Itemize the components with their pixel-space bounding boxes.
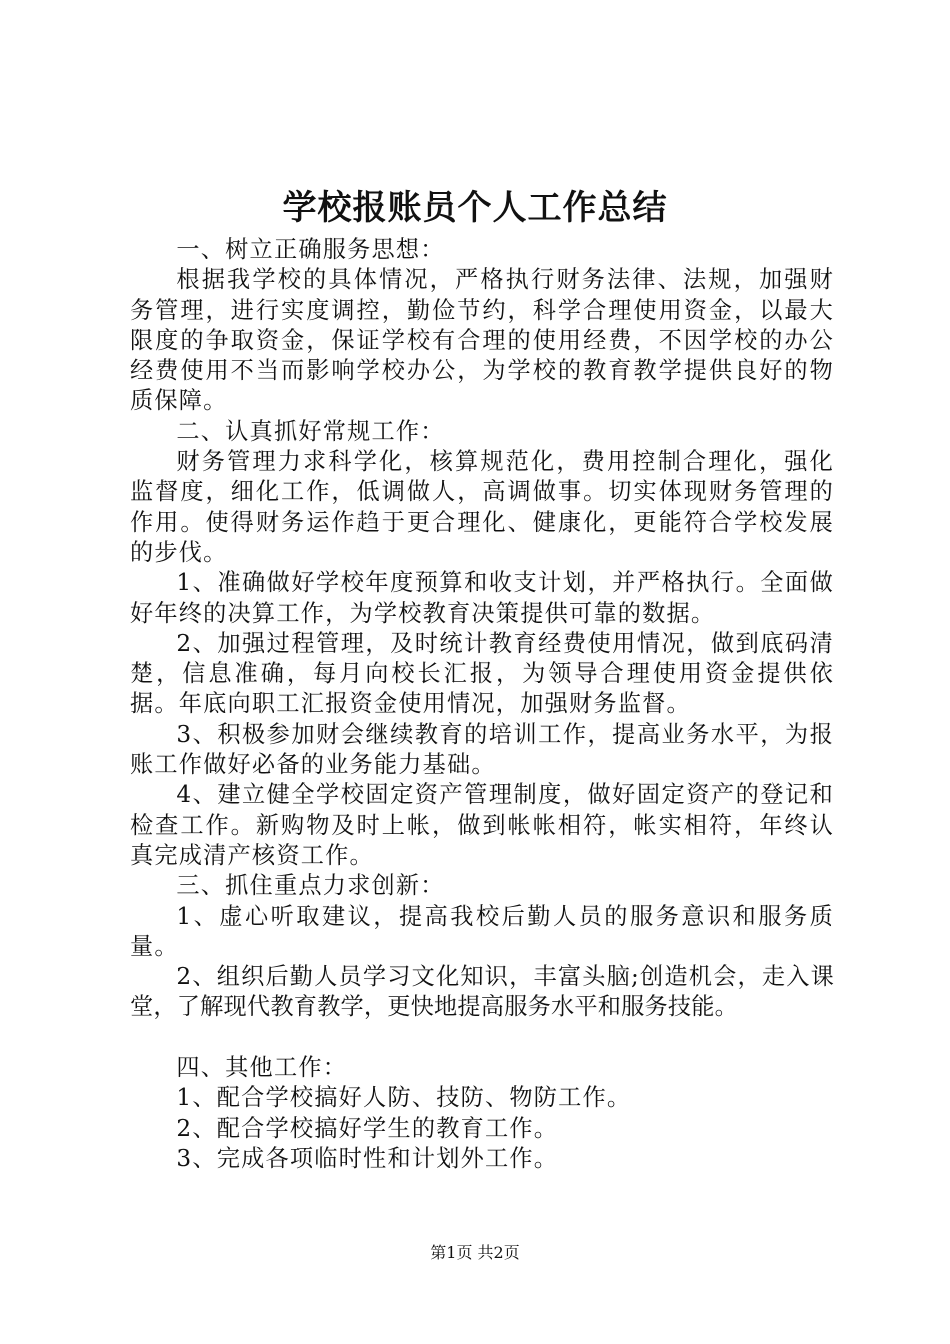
section-heading-3: 三、抓住重点力求创新： [176, 872, 445, 900]
section-heading-2: 二、认真抓好常规工作： [176, 417, 445, 445]
list-item: 2、组织后勤人员学习文化知识，丰富头脑;创造机会，走入课堂，了解现代教育教学，更快地提高服务水平和服务技能。 [130, 963, 834, 1021]
list-item: 2、加强过程管理，及时统计教育经费使用情况，做到底码清楚，信息准确，每月向校长汇报，为领导合理使用资金提供依据。年底向职工汇报资金使用情况，加强财务监督。 [130, 629, 834, 718]
list-item: 3、积极参加财会继续教育的培训工作，提高业务水平，为报账工作做好必备的业务能力基础。 [130, 720, 834, 779]
document-body [130, 235, 834, 1174]
list-item: 4、建立健全学校固定资产管理制度，做好固定资产的登记和检查工作。新购物及时上帐，做到帐帐相符，帐实相符，年终认真完成清产核资工作。 [130, 781, 834, 869]
paragraph: 财务管理力求科学化，核算规范化，费用控制合理化，强化监督度，细化工作，低调做人，高调做事。切实体现财务管理的作用。使得财务运作趋于更合理化、健康化，更能符合学校发展的步伐。 [130, 448, 834, 566]
list-item: 1、配合学校搞好人防、技防、物防工作。 [176, 1084, 632, 1112]
document-title: 学校报账员个人工作总结 [282, 188, 668, 228]
page-number: 第1页 共2页 [430, 1243, 520, 1262]
list-item: 1、虚心听取建议，提高我校后勤人员的服务意识和服务质量。 [130, 902, 834, 960]
list-item: 3、完成各项临时性和计划外工作。 [176, 1144, 559, 1172]
list-item: 2、配合学校搞好学生的教育工作。 [176, 1114, 559, 1142]
section-heading-1: 一、树立正确服务思想： [176, 236, 445, 263]
blank-line [130, 1023, 834, 1053]
paragraph: 根据我学校的具体情况，严格执行财务法律、法规，加强财务管理，进行实度调控，勤俭节约，科学合理使用资金，以最大限度的争取资金，保证学校有合理的使用经费，不因学校的办公经费使用不当而影响学校办公，为学校的教育教学提供良好的物质保障。 [130, 266, 834, 415]
list-item: 1、准确做好学校年度预算和收支计划，并严格执行。全面做好年终的决算工作，为学校教育决策提供可靠的数据。 [130, 569, 834, 627]
section-heading-4: 四、其他工作： [176, 1054, 348, 1082]
